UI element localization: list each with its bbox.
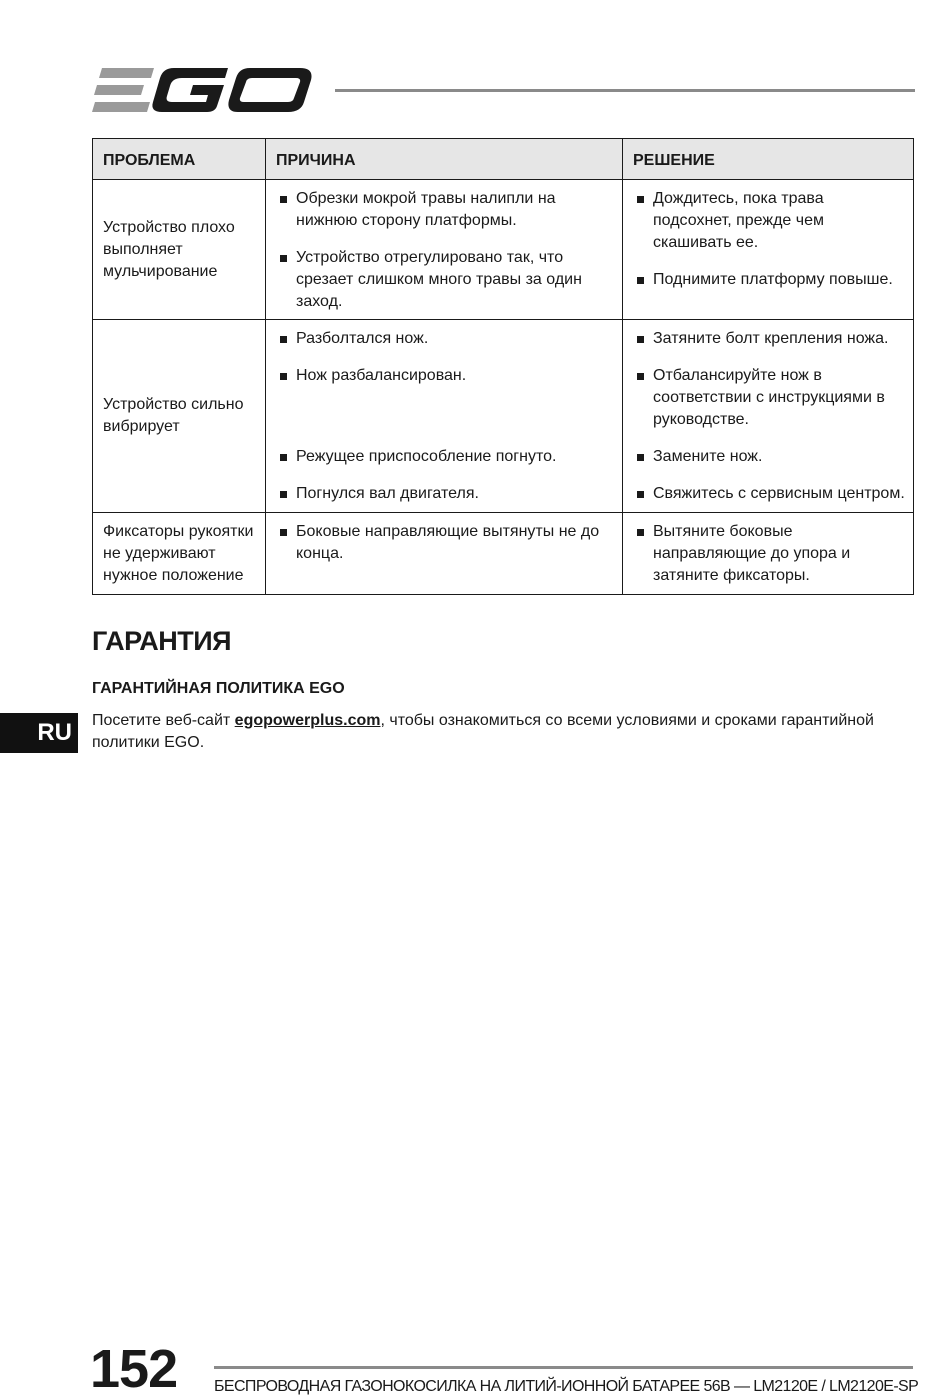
solution-item: Поднимите платформу повыше. — [635, 269, 905, 291]
cause-item: Обрезки мокрой травы налипли на нижнюю сторону платформы. — [278, 188, 614, 232]
solution-cell — [623, 180, 914, 320]
footer-rule — [214, 1366, 913, 1369]
cause-item: Погнулся вал двигателя. — [278, 483, 614, 505]
footer-product-title: БЕСПРОВОДНАЯ ГАЗОНОКОСИЛКА НА ЛИТИЙ-ИОННОЙ БАТАРЕЕ 56В — LM2120E / LM2120E-SP — [214, 1378, 919, 1395]
table-row — [93, 320, 914, 513]
warranty-policy-subheading: ГАРАНТИЙНАЯ ПОЛИТИКА EGO — [92, 680, 345, 697]
cause-cell — [266, 180, 623, 320]
cause-cell — [266, 320, 623, 513]
page-number: 152 — [90, 1339, 178, 1399]
solution-item: Вытяните боковые направляющие до упора и затяните фиксаторы. — [635, 521, 905, 587]
cause-item: Устройство отрегулировано так, что срезает слишком много травы за один заход. — [278, 247, 614, 313]
header-cause: ПРИЧИНА — [266, 139, 623, 180]
header-problem: ПРОБЛЕМА — [93, 139, 266, 180]
table-row — [93, 180, 914, 320]
language-tab: RU — [0, 713, 78, 753]
table-row — [93, 513, 914, 595]
warranty-text-end: , чтобы ознакомиться со всеми условиями и сроками гарантийной политики EGO. — [92, 712, 874, 751]
warranty-text — [92, 710, 912, 754]
cause-item: Режущее приспособление погнуто. — [278, 446, 614, 468]
solution-item: Замените нож. — [635, 446, 905, 468]
warranty-website-link[interactable]: egopowerplus.com — [234, 712, 381, 729]
problem-cell: Устройство плохо выполняет мульчирование — [93, 180, 266, 320]
header-solution: РЕШЕНИЕ — [623, 139, 914, 180]
solution-cell — [623, 513, 914, 595]
ego-logo — [92, 66, 314, 114]
cause-item: Разболтался нож. — [278, 328, 614, 350]
solution-item: Дождитесь, пока трава подсохнет, прежде чем скашивать ее. — [635, 188, 905, 254]
problem-cell: Устройство сильно вибрирует — [93, 320, 266, 513]
cause-item: Нож разбалансирован. — [278, 365, 614, 387]
warranty-text-start: Посетите веб-сайт — [92, 712, 235, 729]
problem-cell: Фиксаторы рукоятки не удерживают нужное положение — [93, 513, 266, 595]
solution-item: Свяжитесь с сервисным центром. — [635, 483, 905, 505]
header-rule — [335, 89, 915, 92]
solution-item: Затяните болт крепления ножа. — [635, 328, 905, 350]
troubleshooting-table — [92, 138, 914, 595]
cause-item: Боковые направляющие вытянуты не до конца. — [278, 521, 614, 565]
solution-item: Отбалансируйте нож в соответствии с инструкциями в руководстве. — [635, 365, 905, 431]
solution-cell — [623, 320, 914, 513]
cause-cell — [266, 513, 623, 595]
warranty-heading: ГАРАНТИЯ — [92, 626, 232, 656]
table-header-row — [93, 139, 914, 180]
